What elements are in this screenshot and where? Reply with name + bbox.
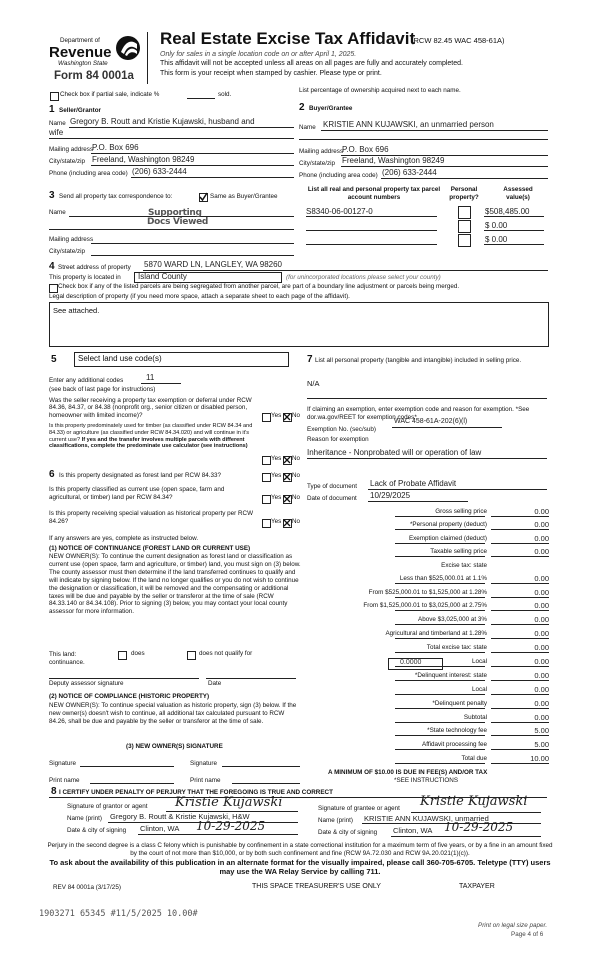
exemption-reason-value[interactable]: Inheritance - Nonprobated will or operation of law — [307, 448, 482, 457]
tax-row-leader — [395, 763, 485, 764]
x-mark-icon — [283, 473, 291, 481]
tax-row-leader — [395, 638, 485, 639]
buyer-address-label: Mailing address — [299, 148, 344, 155]
see-instructions-note: *SEE INSTRUCTIONS — [394, 777, 459, 784]
tax-row-value[interactable]: 0.00 — [534, 685, 549, 694]
stamp-supporting: Supporting — [148, 208, 202, 218]
tax-row-leader — [395, 543, 485, 544]
tax-row-value[interactable]: 0.00 — [534, 713, 549, 722]
seller-heading: Seller/Grantor — [59, 107, 101, 114]
grantor-name-value[interactable]: Gregory B. Routt & Kristie Kujawski, H&W — [110, 812, 250, 821]
buyer-phone-value[interactable]: (206) 633-2444 — [382, 168, 437, 177]
section-7-number: 7 — [307, 354, 313, 365]
tax-row-leader — [395, 583, 485, 584]
section-1-number: 1 — [49, 104, 55, 115]
timber-no-label: No — [292, 455, 301, 462]
local-rate-value: 0.0000 — [400, 659, 422, 666]
tax-row-value[interactable]: 0.00 — [534, 601, 549, 610]
partial-sale-label: Check box if partial sale, indicate % — [60, 91, 160, 98]
tax-row-label: *State technology fee — [427, 727, 487, 734]
continuance-heading: (1) NOTICE OF CONTINUANCE (FOREST LAND OR CURRENT USE) — [49, 545, 251, 552]
seller-address-value[interactable]: P.O. Box 696 — [92, 143, 139, 152]
tax-row-label: *Delinquent penalty — [432, 700, 487, 707]
tax-row-value-line — [491, 597, 549, 598]
form-title: Real Estate Excise Tax Affidavit — [160, 29, 416, 48]
exemption-yes-label: Yes — [271, 412, 282, 419]
seller-phone-value[interactable]: (206) 633-2444 — [132, 167, 187, 176]
tax-row-value[interactable]: 5.00 — [534, 740, 549, 749]
legal-description-textarea[interactable] — [49, 302, 549, 347]
revenue-logo-icon — [114, 34, 142, 62]
compliance-body: NEW OWNER(S): To continue special valuation as historic property, sign (3) below. If the new owner(s) doesn't wish to continue, all additional tax calculated pursuant to RCW 84.26, shall be due and payable by the seller or transferor at the time of sale. — [49, 702, 297, 725]
section-3-address-label: Mailing address — [49, 236, 94, 243]
section-4-number: 4 — [49, 261, 55, 272]
tax-row-value-line — [491, 529, 549, 530]
timber-question — [49, 423, 259, 450]
tax-row-value-line — [491, 610, 549, 611]
form-number: Form 84 0001a — [54, 70, 134, 82]
parcels-col-number: List all real and personal property tax parcel account numbers — [307, 186, 441, 201]
legal-description-label: Legal description of property (if you need more space, attach a separate sheet to each page of the affidavit). — [49, 293, 350, 300]
current-use-no-label: No — [292, 494, 301, 501]
buyer-name-label: Name — [299, 124, 316, 131]
see-back-note: (see back of last page for instructions) — [49, 386, 156, 393]
buyer-city-value[interactable]: Freeland, Washington 98249 — [342, 156, 445, 165]
land-does-label: does — [131, 650, 145, 657]
tax-row-value-line — [491, 722, 549, 723]
document-type-value[interactable]: Lack of Probate Affidavit — [370, 479, 457, 488]
tax-row-value-line — [491, 556, 549, 557]
street-address-value[interactable]: 5870 WARD LN, LANGLEY, WA 98260 — [144, 260, 282, 269]
tax-row-value-line — [491, 666, 549, 667]
parcel-number-1[interactable]: S8340-06-00127-0 — [306, 207, 373, 216]
dept-name: Revenue — [49, 44, 112, 61]
tax-row-value[interactable]: 0.00 — [534, 643, 549, 652]
dept-state: Washington State — [58, 60, 108, 67]
timber-question-a: Is this property predominately used for timber (as classified under RCW 84.34 and 84.33) or agriculture (as classified under RCW 84.34.020) and will continue in it's current use? — [49, 423, 253, 443]
tax-row-value-line — [491, 624, 549, 625]
tax-row-label: Excise tax: state — [441, 562, 487, 569]
page-number: Page 4 of 6 — [511, 931, 544, 938]
alternate-format-notice: To ask about the availability of this publication in an alternate format for the visually impaired, please call 360-705-6705. Teletype (TTY) users may use the WA Relay Service by calling 711. — [49, 858, 551, 876]
current-use-question: Is this property classified as current use (open space, farm and agricultural, or timber) land per RCW 84.34? — [49, 486, 225, 501]
street-address-label: Street address of property — [58, 264, 131, 271]
tax-row-leader — [395, 529, 485, 530]
tax-row-value[interactable]: 0.00 — [534, 534, 549, 543]
parcels-col-personal: Personal property? — [449, 186, 479, 201]
tax-row-value-line — [491, 516, 549, 517]
partial-sold-label: sold. — [218, 91, 232, 98]
x-mark-icon — [283, 413, 291, 421]
county-select[interactable] — [134, 272, 282, 283]
grantee-city-value[interactable]: Clinton, WA — [393, 826, 433, 835]
seller-name-value-2[interactable]: wife — [49, 128, 64, 137]
grantee-date-value[interactable]: 10-29-2025 — [444, 820, 514, 834]
exemption-number-label: Exemption No. (sec/sub) — [307, 426, 376, 433]
segregation-checkbox[interactable] — [49, 284, 58, 293]
parcels-col-value: Assessed value(s) — [503, 186, 533, 201]
section-3-name-label: Name — [49, 209, 66, 216]
county-value: Island County — [138, 272, 187, 281]
parcel-personal-checkbox-1[interactable] — [458, 206, 471, 219]
tax-row-value-line — [491, 583, 549, 584]
historic-yes-label: Yes — [271, 518, 282, 525]
tax-row-label: Agricultural and timberland at 1.28% — [385, 630, 487, 637]
tax-row-label: Gross selling price — [435, 508, 487, 515]
tax-row-value[interactable]: 0.00 — [534, 588, 549, 597]
tax-row-value[interactable]: 5.00 — [534, 726, 549, 735]
forest-yes-label: Yes — [271, 472, 282, 479]
tax-row-leader — [395, 652, 485, 653]
owner-print-name-label-1: Print name — [49, 777, 80, 784]
parcel-personal-checkbox-3[interactable] — [458, 234, 471, 247]
revision-label: REV 84 0001a (3/17/25) — [53, 884, 121, 891]
seller-city-value[interactable]: Freeland, Washington 98249 — [92, 155, 195, 164]
located-in-label: This property is located in — [49, 274, 121, 281]
seller-address-label: Mailing address — [49, 146, 94, 153]
grantor-date-label: Date & city of signing — [67, 827, 127, 834]
tax-row-label: Exemption claimed (deduct) — [408, 535, 487, 542]
grantee-date-label: Date & city of signing — [318, 829, 378, 836]
tax-row-leader — [395, 556, 485, 557]
tax-row-value[interactable]: 0.00 — [534, 547, 549, 556]
new-owner-signature-heading: (3) NEW OWNER(S) SIGNATURE — [126, 743, 223, 750]
section-3-label: Send all property tax correspondence to: — [59, 193, 173, 200]
tax-row-value-line — [491, 543, 549, 544]
historic-yes-checkbox[interactable] — [262, 519, 271, 528]
tax-row-value[interactable]: 10.00 — [530, 754, 549, 763]
dept-label: Department of — [60, 37, 100, 44]
x-mark-icon — [283, 519, 291, 527]
tax-row-leader — [395, 680, 485, 681]
continuance-label: continuance. — [49, 659, 85, 666]
buyer-phone-label: Phone (including area code) — [299, 172, 378, 179]
current-use-yes-label: Yes — [271, 494, 282, 501]
parcel-personal-checkbox-2[interactable] — [458, 220, 471, 233]
land-does-not-checkbox[interactable] — [187, 651, 196, 660]
document-date-value[interactable]: 10/29/2025 — [370, 491, 411, 500]
section-5-number: 5 — [51, 354, 57, 365]
subtitle-1: Only for sales in a single location code on or after April 1, 2025. — [160, 51, 357, 58]
subtitle-3: This form is your receipt when stamped by cashier. Please type or print. — [160, 70, 382, 77]
exemption-yes-checkbox[interactable] — [262, 413, 271, 422]
section-8-number: 8 — [51, 786, 57, 797]
tax-row-leader — [395, 708, 485, 709]
compliance-heading: (2) NOTICE OF COMPLIANCE (HISTORIC PROPERTY) — [49, 693, 210, 700]
tax-row-value-line — [491, 708, 549, 709]
forest-no-label: No — [292, 472, 301, 479]
tax-row-value[interactable]: 0.00 — [534, 671, 549, 680]
tax-row-label: Local — [471, 658, 487, 665]
parcel-value-2[interactable]: $ 0.00 — [485, 221, 508, 230]
grantor-signature-label: Signature of grantor or agent — [67, 803, 148, 810]
grantee-name-value[interactable]: KRISTIE ANN KUJAWSKI, unmarried — [364, 814, 489, 823]
historic-question: Is this property receiving special valuation as historical property per RCW 84.26? — [49, 510, 254, 525]
local-rate-input[interactable] — [388, 658, 443, 670]
certify-statement: I CERTIFY UNDER PENALTY OF PERJURY THAT THE FOREGOING IS TRUE AND CORRECT — [59, 789, 333, 796]
exemption-question: Was the seller receiving a property tax exemption or deferral under RCW 84.36, 84.37, or 84.38 (nonprofit org., senior citizen or disabled person, homeowner with limited income)? — [49, 397, 252, 419]
tax-row-value-line — [491, 652, 549, 653]
owner-signature-label-2: Signature — [190, 760, 217, 767]
tax-row-value-line — [491, 638, 549, 639]
tax-row-leader — [395, 597, 485, 598]
legal-description-value: See attached. — [53, 306, 100, 315]
document-date-label: Date of document — [307, 495, 357, 502]
deputy-date-label: Date — [208, 680, 222, 687]
grantee-signature[interactable]: Kristie Kujawski — [420, 794, 528, 809]
list-percentage-note: List percentage of ownership acquired next to each name. — [299, 87, 461, 94]
document-type-label: Type of document — [307, 483, 358, 490]
taxpayer-label: TAXPAYER — [459, 883, 495, 890]
forest-yes-checkbox[interactable] — [262, 473, 271, 482]
unincorporated-note: (for unincorporated locations please select your county) — [286, 274, 441, 281]
tax-row-value[interactable]: 0.00 — [534, 615, 549, 624]
section-3-city-label: City/state/zip — [49, 248, 86, 255]
tax-row-label: Above $3,025,000 at 3% — [418, 616, 487, 623]
tax-row-label: From $1,525,000.01 to $3,025,000 at 2.75% — [363, 602, 487, 609]
tax-row-value[interactable]: 0.00 — [534, 699, 549, 708]
stamp-docs-viewed: Docs Viewed — [147, 217, 209, 227]
subtitle-2: This affidavit will not be accepted unless all areas on all pages are fully and accurately completed. — [160, 60, 463, 67]
minimum-due-note: A MINIMUM OF $10.00 IS DUE IN FEE(S) AND/OR TAX — [328, 769, 488, 776]
grantor-name-label: Name (print) — [67, 815, 102, 822]
exemption-number-value[interactable]: WAC 458-61A-202(6)(l) — [394, 418, 468, 425]
tax-row-label: Subtotal — [463, 714, 487, 721]
x-mark-icon — [283, 456, 291, 464]
tax-row-value-line — [491, 735, 549, 736]
continuance-body: NEW OWNER(S): To continue the current designation as forest land or classification as current use (open space, farm and agriculture, or timber) land, you must sign on (3) below. The county assessor must then determine if the land transferred continues to qualify and will indicate by signing below. If the land no longer qualifies or you do not wish to continue the designation or classification, it will be removed and the compensating or additional taxes will be due and payable by the seller or transferor at the time of sale (RCW 84.33.140 or 84.34.108). Prior to signing (3) below, you may contact your local county assessor for more information. — [49, 553, 301, 616]
tax-row-leader — [395, 694, 485, 695]
if-any-yes-note: If any answers are yes, complete as instructed below. — [49, 535, 199, 542]
land-use-select[interactable] — [74, 352, 289, 367]
parcel-value-1[interactable]: $508,485.00 — [485, 207, 530, 216]
tax-row-label: Taxable selling price — [430, 548, 487, 555]
exemption-no-label: No — [292, 412, 301, 419]
timber-question-b: If yes and the transfer involves multiple parcels with different classifications, complete the predominate use calculator (see instructions) — [49, 436, 248, 450]
additional-codes-label: Enter any additional codes — [49, 377, 124, 384]
seller-phone-label: Phone (including area code) — [49, 170, 128, 177]
tax-row-label: Local — [471, 686, 487, 693]
tax-row-label: *Personal property (deduct) — [409, 521, 487, 528]
forest-question: Is this property designated as forest land per RCW 84.33? — [59, 472, 222, 479]
same-as-buyer-label: Same as Buyer/Grantee — [210, 193, 278, 200]
x-mark-icon — [283, 495, 291, 503]
seller-city-label: City/state/zip — [49, 158, 86, 165]
tax-row-label: Less than $525,000.01 at 1.1% — [399, 575, 487, 582]
deputy-signature-label: Deputy assessor signature — [49, 680, 124, 687]
buyer-address-value[interactable]: P.O. Box 696 — [342, 145, 389, 154]
tax-row-value-line — [491, 749, 549, 750]
tax-row-value[interactable]: 0.00 — [534, 657, 549, 666]
grantee-signature-label: Signature of grantee or agent — [318, 805, 400, 812]
tax-row-value-line — [491, 694, 549, 695]
tax-row-leader — [395, 735, 485, 736]
tax-row-leader — [395, 610, 485, 611]
tax-row-label: From $525,000.01 to $1,525,000 at 1.28% — [368, 589, 487, 596]
historic-no-label: No — [292, 518, 301, 525]
buyer-heading: Buyer/Grantee — [309, 105, 353, 112]
grantor-city-value[interactable]: Clinton, WA — [140, 824, 180, 833]
tax-row-value-line — [491, 680, 549, 681]
buyer-city-label: City/state/zip — [299, 160, 336, 167]
parcel-value-3[interactable]: $ 0.00 — [485, 235, 508, 244]
perjury-notice: Perjury in the second degree is a class C felony which is punishable by confinement in a state correctional institution for a maximum term of five years, or by a fine in an amount fixed by the court of not more than $10,000, or by both such confinement and fine (RCW 9A.72.030 and RCW 9A.20.021(1)(c)). — [47, 842, 553, 857]
land-does-checkbox[interactable] — [118, 651, 127, 660]
tax-row-label: Affidavit processing fee — [422, 741, 487, 748]
land-does-not-label: does not qualify for — [199, 650, 253, 657]
exemption-instructions: If claiming an exemption, enter exemption code and reason for exemption. *See dor.wa.gov/REET for exemption codes* — [307, 406, 530, 421]
partial-sale-checkbox[interactable] — [50, 92, 59, 101]
grantor-date-value[interactable]: 10-29-2025 — [196, 819, 266, 833]
segregation-label: Check box if any of the listed parcels are being segregated from another parcel, are part of a boundary line adjustment or parcels being merged. — [58, 283, 460, 290]
tax-row-value[interactable]: 0.00 — [534, 507, 549, 516]
section-2-number: 2 — [299, 102, 305, 113]
this-land-label: This land: — [49, 651, 77, 658]
tax-row-value-line — [491, 763, 549, 764]
cashier-receipt-stamp: 1903271 65345 #11/5/2025 10.00# — [39, 909, 198, 919]
tax-row-label: *Delinquent interest: state — [414, 672, 487, 679]
tax-row-label: Total due — [461, 755, 487, 762]
seller-name-value[interactable]: Gregory B. Routt and Kristie Kujawski, husband and — [70, 117, 255, 126]
grantor-signature[interactable]: Kristie Kujawski — [175, 795, 283, 810]
check-mark-icon — [199, 192, 208, 201]
tax-row-leader — [395, 749, 485, 750]
section-6-number: 6 — [49, 469, 55, 480]
personal-property-label: List all personal property (tangible and intangible) included in selling price. — [315, 357, 522, 364]
personal-property-value[interactable]: N/A — [307, 379, 320, 388]
section-3-number: 3 — [49, 190, 55, 201]
grantee-name-label: Name (print) — [318, 817, 353, 824]
tax-row-leader — [395, 516, 485, 517]
form-rcw: (RCW 82.45 WAC 458-61A) — [411, 36, 505, 45]
tax-row-leader — [395, 722, 485, 723]
tax-row-label: Total excise tax: state — [426, 644, 487, 651]
owner-print-name-label-2: Print name — [190, 777, 221, 784]
tax-row-value[interactable]: 0.00 — [534, 629, 549, 638]
owner-signature-label-1: Signature — [49, 760, 76, 767]
land-use-select-label: Select land use code(s) — [78, 354, 162, 363]
tax-row-value[interactable]: 0.00 — [534, 574, 549, 583]
additional-codes-value[interactable]: 11 — [146, 373, 155, 382]
timber-yes-checkbox[interactable] — [262, 456, 271, 465]
legal-paper-note: Print on legal size paper. — [478, 922, 548, 929]
treasurer-use-label: THIS SPACE TREASURER'S USE ONLY — [252, 883, 381, 890]
exemption-reason-label: Reason for exemption — [307, 436, 369, 443]
tax-row-value[interactable]: 0.00 — [534, 520, 549, 529]
tax-row-leader — [395, 624, 485, 625]
current-use-yes-checkbox[interactable] — [262, 495, 271, 504]
buyer-name-value[interactable]: KRISTIE ANN KUJAWSKI, an unmarried person — [323, 120, 494, 129]
timber-yes-label: Yes — [271, 455, 282, 462]
seller-name-label: Name — [49, 120, 66, 127]
